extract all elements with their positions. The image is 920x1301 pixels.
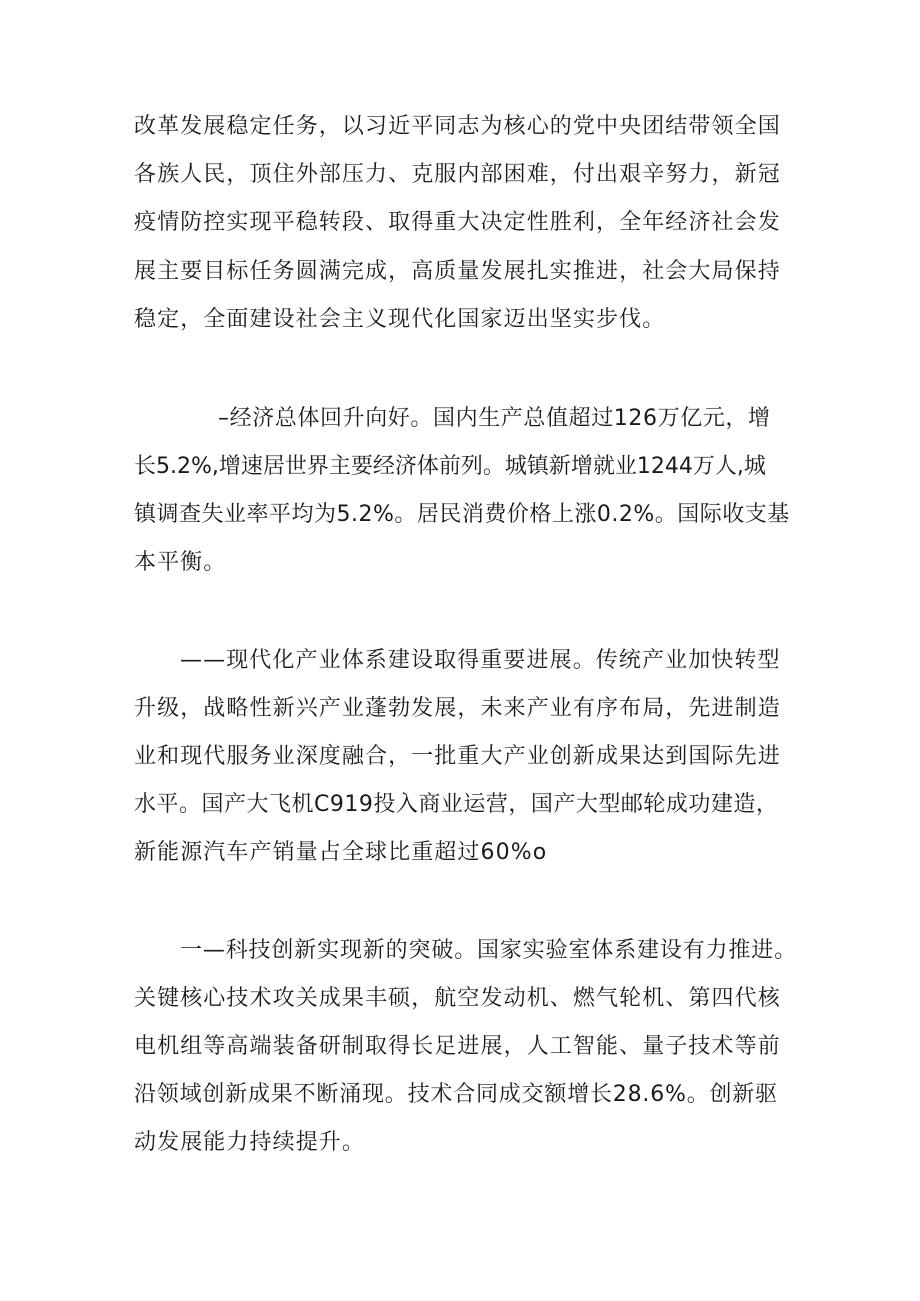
paragraph-1-line-1: 改革发展稳定任务，以习近平同志为核心的党中央团结带领全国 — [134, 114, 781, 139]
paragraph-3-line-4: 水平。国产大飞机C919投入商业运营，国产大型邮轮成功建造， — [134, 792, 779, 817]
paragraph-4-line-2: 关键核心技术攻关成果丰硕，航空发动机、燃气轮机、第四代核 — [134, 986, 781, 1011]
paragraph-1-line-4: 展主要目标任务圆满完成，高质量发展扎实推进，社会大局保持 — [134, 259, 781, 284]
paragraph-1-line-2: 各族人民，顶住外部压力、克服内部困难，付出艰辛努力，新冠 — [134, 162, 781, 187]
paragraph-4-line-1: 一—科技创新实现新的突破。国家实验室体系建设有力推进。 — [180, 938, 797, 963]
paragraph-2-line-2: 长5.2%,增速居世界主要经济体前列。城镇新增就业1244万人,城 — [134, 454, 766, 479]
paragraph-3-line-3: 业和现代服务业深度融合，一批重大产业创新成果达到国际先进 — [134, 744, 781, 769]
paragraph-3-line-1: ——现代化产业体系建设取得重要进展。传统产业加快转型 — [180, 648, 781, 673]
paragraph-2-line-4: 本平衡。 — [134, 550, 227, 575]
paragraph-3-line-2: 升级，战略性新兴产业蓬勃发展，未来产业有序布局，先进制造 — [134, 696, 781, 721]
paragraph-1-line-5: 稳定，全面建设社会主义现代化国家迈出坚实步伐。 — [134, 307, 666, 332]
paragraph-1-line-3: 疫情防控实现平稳转段、取得重大决定性胜利，全年经济社会发 — [134, 210, 781, 235]
paragraph-2-line-1: –经济总体回升向好。国内生产总值超过126万亿元，增 — [218, 406, 771, 431]
paragraph-4-line-5: 动发展能力持续提升。 — [134, 1130, 366, 1155]
paragraph-4-line-4: 沿领域创新成果不断涌现。技术合同成交额增长28.6%。创新驱 — [134, 1082, 778, 1107]
paragraph-3-line-5: 新能源汽车产销量占全球比重超过60%o — [134, 840, 548, 865]
paragraph-2-line-3: 镇调查失业率平均为5.2%。居民消费价格上涨0.2%。国际收支基 — [134, 502, 790, 527]
paragraph-4-line-3: 电机组等高端装备研制取得长足进展，人工智能、量子技术等前 — [134, 1034, 781, 1059]
